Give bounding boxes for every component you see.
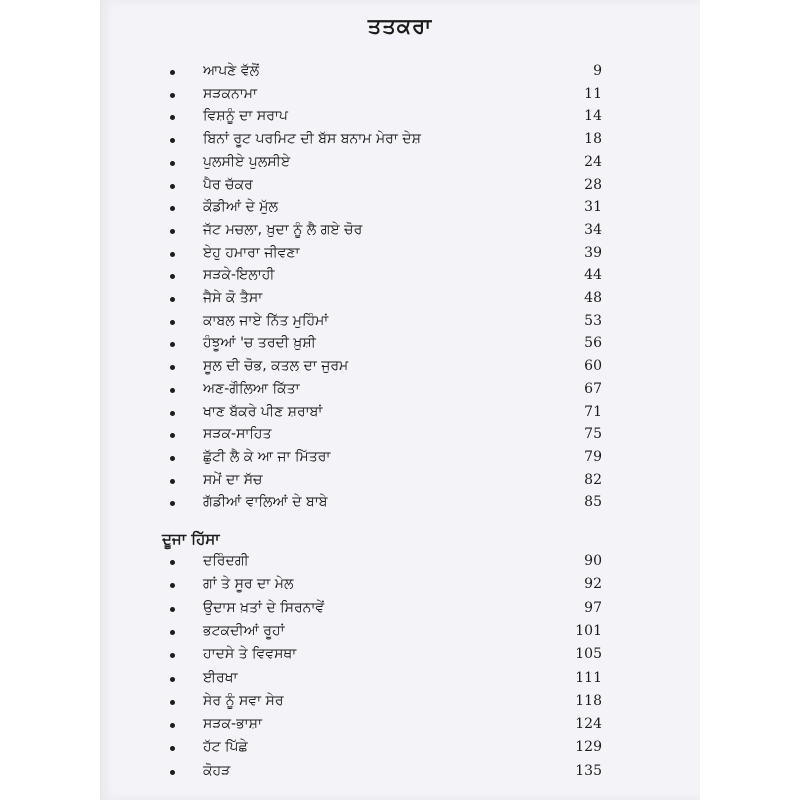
toc-entry-title: ਕੌਡੀਆਂ ਦੇ ਮੁੱਲ <box>203 199 278 216</box>
toc-entry-title: ਅਣ-ਗੌਲਿਆ ਕਿੱਤਾ <box>203 380 300 397</box>
toc-entry <box>100 151 700 173</box>
bullet-icon <box>170 115 175 120</box>
bullet-icon <box>170 184 175 189</box>
bullet-icon <box>170 411 175 416</box>
toc-entry-page-number: 90 <box>584 553 602 569</box>
toc-entry-title: ਪੁਲਸੀਏ ਪੁਲਸੀਏ <box>203 153 291 170</box>
bullet-icon <box>170 677 175 682</box>
toc-entry-page-number: 39 <box>584 244 602 261</box>
book-page <box>100 0 700 800</box>
toc-entry-title: ਗਾਂ ਤੇ ਸੂਰ ਦਾ ਮੇਲ <box>203 576 294 593</box>
toc-entry-title: ਸੜਕ-ਸਾਹਿਤ <box>203 426 272 443</box>
toc-entry <box>100 355 700 377</box>
toc-entry-page-number: 28 <box>584 176 602 193</box>
toc-entry-page-number: 9 <box>593 63 602 79</box>
toc-entry <box>100 401 700 423</box>
toc-entry-title: ਹਾਦਸੇ ਤੇ ਵਿਵਸਥਾ <box>203 646 297 663</box>
toc-entry-page-number: 71 <box>584 403 602 420</box>
bullet-icon <box>170 433 175 438</box>
toc-entry <box>100 550 700 572</box>
toc-entry-page-number: 82 <box>584 471 602 488</box>
toc-entry <box>100 378 700 400</box>
toc-entry-page-number: 97 <box>584 599 602 616</box>
toc-entry <box>100 760 700 782</box>
toc-entry-page-number: 67 <box>584 380 602 397</box>
toc-entry-title: ਹੱਟ ਪਿੱਛੇ <box>203 739 248 756</box>
toc-entry-title: ਕਾਬਲ ਜਾਏ ਨਿੱਤ ਮੁਹਿੰਮਾਂ <box>203 312 329 329</box>
toc-entry <box>100 690 700 712</box>
toc-entry <box>100 469 700 491</box>
toc-entry-page-number: 101 <box>575 622 602 639</box>
toc-entry-page-number: 111 <box>575 669 602 686</box>
page-title: ਤਤਕਰਾ <box>367 14 433 38</box>
toc-entry-page-number: 60 <box>584 358 602 375</box>
toc-entry-page-number: 18 <box>584 131 602 148</box>
toc-entry-page-number: 75 <box>584 426 602 443</box>
toc-entry-title: ਸੇਰ ਨੂੰ ਸਵਾ ਸੇਰ <box>203 692 284 709</box>
toc-entry-title: ਜੈਸੇ ਕੋ ਤੈਸਾ <box>203 290 263 306</box>
bullet-icon <box>170 70 175 75</box>
toc-entry-title: ਆਪਣੇ ਵੱਲੋਂ <box>203 63 260 79</box>
toc-entry <box>100 423 700 445</box>
bullet-icon <box>170 274 175 279</box>
bullet-icon <box>170 700 175 705</box>
toc-entry-page-number: 34 <box>584 221 602 238</box>
toc-entry-page-number: 11 <box>584 85 602 102</box>
toc-entry-page-number: 79 <box>584 448 602 465</box>
toc-entry-title: ਸੜਕ-ਭਾਸ਼ਾ <box>203 716 262 733</box>
toc-entry-title: ਸੜਕਨਾਮਾ <box>203 85 257 102</box>
toc-entry-page-number: 56 <box>584 335 602 352</box>
bullet-icon <box>170 479 175 484</box>
toc-entry <box>100 736 700 758</box>
toc-entry-title: ਸੂਲ ਦੀ ਚੋਭ, ਕਤਲ ਦਾ ਜੁਰਮ <box>203 358 349 375</box>
bullet-icon <box>170 93 175 98</box>
bullet-icon <box>170 297 175 302</box>
toc-entry-title: ਈਰਖਾ <box>203 669 238 686</box>
toc-entry-title: ਪੈਰ ਚੱਕਰ <box>203 176 253 193</box>
toc-entry <box>100 196 700 218</box>
bullet-icon <box>170 607 175 612</box>
toc-entry <box>100 620 700 642</box>
toc-entry <box>100 219 700 241</box>
toc-entry-title: ਉਦਾਸ ਖ਼ਤਾਂ ਦੇ ਸਿਰਨਾਵੇਂ <box>203 599 325 616</box>
bullet-icon <box>170 770 175 775</box>
toc-entry-title: ਹੰਝੂਆਂ 'ਚ ਤਰਦੀ ਖ਼ੁਸ਼ੀ <box>203 335 316 352</box>
bullet-icon <box>170 456 175 461</box>
toc-entry <box>100 713 700 735</box>
toc-entry <box>100 83 700 105</box>
toc-entry <box>100 310 700 332</box>
bullet-icon <box>170 252 175 257</box>
bullet-icon <box>170 320 175 325</box>
toc-entry-page-number: 118 <box>575 692 602 709</box>
toc-entry-title: ਏਹੁ ਹਮਾਰਾ ਜੀਵਣਾ <box>203 244 300 261</box>
bullet-icon <box>170 630 175 635</box>
bullet-icon <box>170 229 175 234</box>
bullet-icon <box>170 365 175 370</box>
toc-entry <box>100 287 700 309</box>
bullet-icon <box>170 746 175 751</box>
toc-entry-title: ਬਿਨਾਂ ਰੂਟ ਪਰਮਿਟ ਦੀ ਬੱਸ ਬਨਾਮ ਮੇਰਾ ਦੇਸ਼ <box>203 131 421 148</box>
toc-entry-page-number: 135 <box>575 762 602 779</box>
bullet-icon <box>170 560 175 565</box>
toc-entry <box>100 491 700 513</box>
bullet-icon <box>170 723 175 728</box>
toc-entry-title: ਸੜਕੇ-ਇਲਾਹੀ <box>203 267 275 284</box>
toc-entry-title: ਗੱਡੀਆਂ ਵਾਲਿਆਂ ਦੇ ਬਾਬੇ <box>203 494 328 511</box>
toc-entry <box>100 264 700 286</box>
toc-entry-page-number: 44 <box>584 267 602 284</box>
toc-entry <box>100 332 700 354</box>
bullet-icon <box>170 342 175 347</box>
toc-entry-title: ਭਟਕਦੀਆਂ ਰੂਹਾਂ <box>203 622 285 639</box>
toc-entry-page-number: 53 <box>584 312 602 329</box>
bullet-icon <box>170 501 175 506</box>
toc-entry-title: ਸਮੇਂ ਦਾ ਸੱਚ <box>203 471 263 488</box>
toc-entry-page-number: 105 <box>575 646 602 663</box>
toc-entry <box>100 105 700 127</box>
toc-entry-title: ਕੋਹੜ <box>203 762 231 779</box>
toc-entry <box>100 643 700 665</box>
toc-entry-page-number: 124 <box>575 716 602 733</box>
toc-entry <box>100 573 700 595</box>
toc-entry <box>100 174 700 196</box>
toc-entry-page-number: 24 <box>584 153 602 170</box>
toc-entry-page-number: 14 <box>584 108 602 125</box>
bullet-icon <box>170 206 175 211</box>
toc-entry-title: ਛੁੱਟੀ ਲੈ ਕੇ ਆ ਜਾ ਮਿੱਤਰਾ <box>203 448 331 465</box>
bullet-icon <box>170 161 175 166</box>
toc-entry-page-number: 92 <box>584 576 602 593</box>
toc-entry-title: ਖਾਣ ਬੱਕਰੇ ਪੀਣ ਸ਼ਰਾਬਾਂ <box>203 403 323 420</box>
toc-entry <box>100 60 700 82</box>
toc-entry-page-number: 31 <box>584 199 602 216</box>
toc-entry <box>100 597 700 619</box>
toc-entry-title: ਦਰਿੰਦਗੀ <box>203 553 249 569</box>
toc-entry <box>100 242 700 264</box>
bullet-icon <box>170 583 175 588</box>
toc-entry-title: ਵਿਸ਼ਨੂੰ ਦਾ ਸਰਾਪ <box>203 108 288 125</box>
toc-entry <box>100 128 700 150</box>
toc-entry-page-number: 129 <box>575 739 602 756</box>
section-two-heading: ਦੂਜਾ ਹਿੱਸਾ <box>162 530 220 548</box>
toc-entry-title: ਜੱਟ ਮਚਲਾ, ਖ਼ੁਦਾ ਨੂੰ ਲੈ ਗਏ ਚੋਰ <box>203 221 363 238</box>
bullet-icon <box>170 653 175 658</box>
toc-entry-page-number: 48 <box>584 290 602 306</box>
toc-entry <box>100 446 700 468</box>
bullet-icon <box>170 138 175 143</box>
bullet-icon <box>170 388 175 393</box>
toc-entry <box>100 667 700 689</box>
toc-entry-page-number: 85 <box>584 494 602 511</box>
